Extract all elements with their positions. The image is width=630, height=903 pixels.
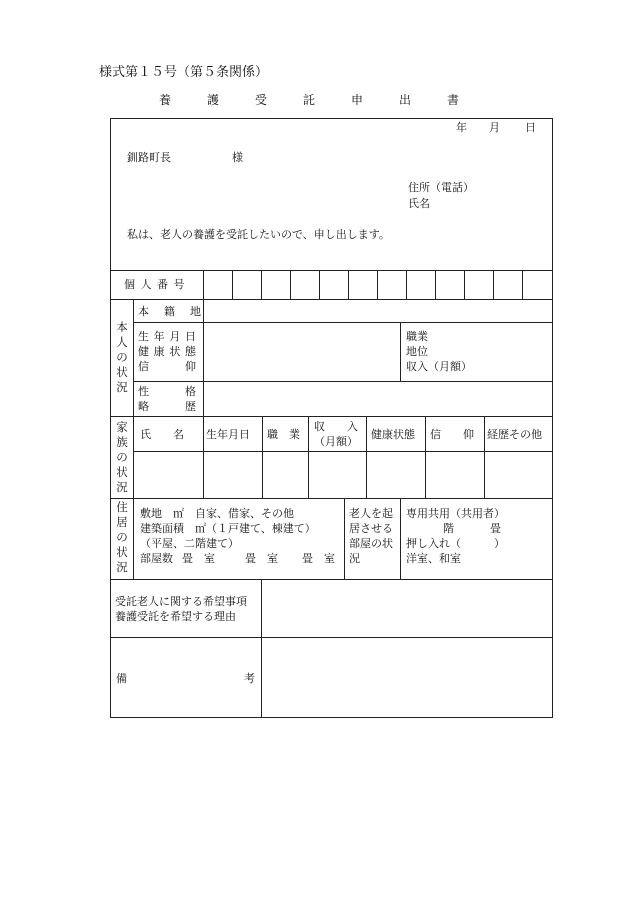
date-day: 日 (525, 121, 536, 134)
digit-cell-divider (406, 270, 407, 299)
family-section-label: 家族の状況 (116, 420, 128, 494)
birthdate-label: 生年月日 (138, 330, 196, 343)
wishes-label-1: 受託老人に関する希望事項 (115, 595, 247, 608)
divider (308, 416, 309, 498)
divider (133, 498, 134, 579)
room-type-line: 洋室、和室 (406, 552, 461, 565)
divider (484, 416, 485, 498)
divider (203, 299, 204, 416)
room-usage-line: 専用共用（共用者） (406, 507, 505, 520)
building-area-line: 建築面積 ㎡（１戸建て、棟建て） (140, 522, 316, 535)
digit-cell-divider (493, 270, 494, 299)
date-month: 月 (489, 121, 500, 134)
family-income-header: 収 入 (314, 420, 358, 433)
digit-cell-divider (522, 270, 523, 299)
digit-cell-divider (319, 270, 320, 299)
remarks-label-left: 備 (116, 672, 127, 685)
occupation-label: 職業 (406, 330, 428, 343)
divider (400, 322, 401, 381)
residence-section-label: 住居の状況 (116, 500, 128, 574)
tatami-label: 畳 (490, 522, 501, 535)
divider (110, 270, 553, 271)
site-area-line: 敷地 ㎡ 自家、借家、その他 (140, 507, 294, 520)
divider (133, 416, 134, 498)
divider (366, 416, 367, 498)
room-count-label: 部屋数 (140, 552, 173, 565)
digit-cell-divider (348, 270, 349, 299)
floor-label: 階 (443, 522, 454, 535)
digit-cell-divider (261, 270, 262, 299)
building-type-line: （平屋、二階建て） (140, 537, 239, 550)
divider (261, 579, 262, 718)
health-label: 健康状態 (138, 345, 196, 358)
family-history-header: 経歴その他 (487, 428, 542, 441)
application-form-table (110, 118, 553, 718)
date-year: 年 (456, 121, 467, 134)
divider (110, 637, 553, 638)
family-birthdate-header: 生年月日 (206, 428, 250, 441)
personality-label: 性格 (138, 385, 196, 398)
statement-text: 私は、老人の養護を受託したいので、申し出します。 (127, 228, 390, 241)
family-belief-header: 信 仰 (430, 428, 474, 441)
applicant-name-label: 氏名 (408, 197, 430, 210)
divider (133, 299, 134, 416)
personal-number-label: 個 人 番 号 (124, 278, 186, 291)
wishes-label-2: 養護受託を希望する理由 (115, 610, 236, 623)
divider (344, 498, 345, 579)
family-name-header: 氏 名 (140, 428, 184, 441)
document-title: 養 護 受 託 申 出 書 (158, 93, 471, 107)
digit-cell-divider (290, 270, 291, 299)
room-unit-3: 畳 室 (302, 552, 335, 565)
divider (133, 322, 553, 323)
divider (110, 579, 553, 580)
digit-cell-divider (435, 270, 436, 299)
addressee-honorific: 様 (232, 151, 243, 164)
digit-cell-divider (377, 270, 378, 299)
family-income-unit: （月額） (314, 435, 358, 448)
elder-room-label-1: 老人を起 (349, 507, 393, 520)
family-occupation-header: 職 業 (267, 428, 300, 441)
room-unit-2: 畳 室 (245, 552, 278, 565)
divider (110, 498, 553, 499)
room-unit-1: 畳 室 (182, 552, 215, 565)
divider (203, 270, 204, 299)
elder-room-label-3: 部屋の状 (349, 537, 393, 550)
self-section-label: 本人の状況 (116, 320, 128, 394)
divider (203, 416, 204, 498)
domicile-label: 本 籍 地 (138, 305, 203, 318)
closet-line: 押し入れ（ ） (406, 537, 505, 550)
divider (262, 416, 263, 498)
digit-cell-divider (464, 270, 465, 299)
form-number: 様式第１５号（第５条関係） (99, 65, 269, 80)
position-label: 地位 (406, 345, 428, 358)
divider (110, 299, 553, 300)
divider (425, 416, 426, 498)
income-label: 収入（月額） (406, 360, 472, 373)
divider (110, 416, 553, 417)
divider (400, 498, 401, 579)
divider (133, 451, 553, 452)
family-health-header: 健康状態 (371, 428, 415, 441)
addressee-name: 釧路町長 (127, 151, 171, 164)
remarks-label-right: 考 (244, 672, 255, 685)
elder-room-label-2: 居させる (349, 522, 393, 535)
divider (133, 381, 553, 382)
applicant-address-label: 住所（電話） (408, 181, 474, 194)
belief-label: 信仰 (138, 360, 196, 373)
digit-cell-divider (232, 270, 233, 299)
elder-room-label-4: 況 (349, 552, 360, 565)
history-label: 略歴 (138, 400, 196, 413)
